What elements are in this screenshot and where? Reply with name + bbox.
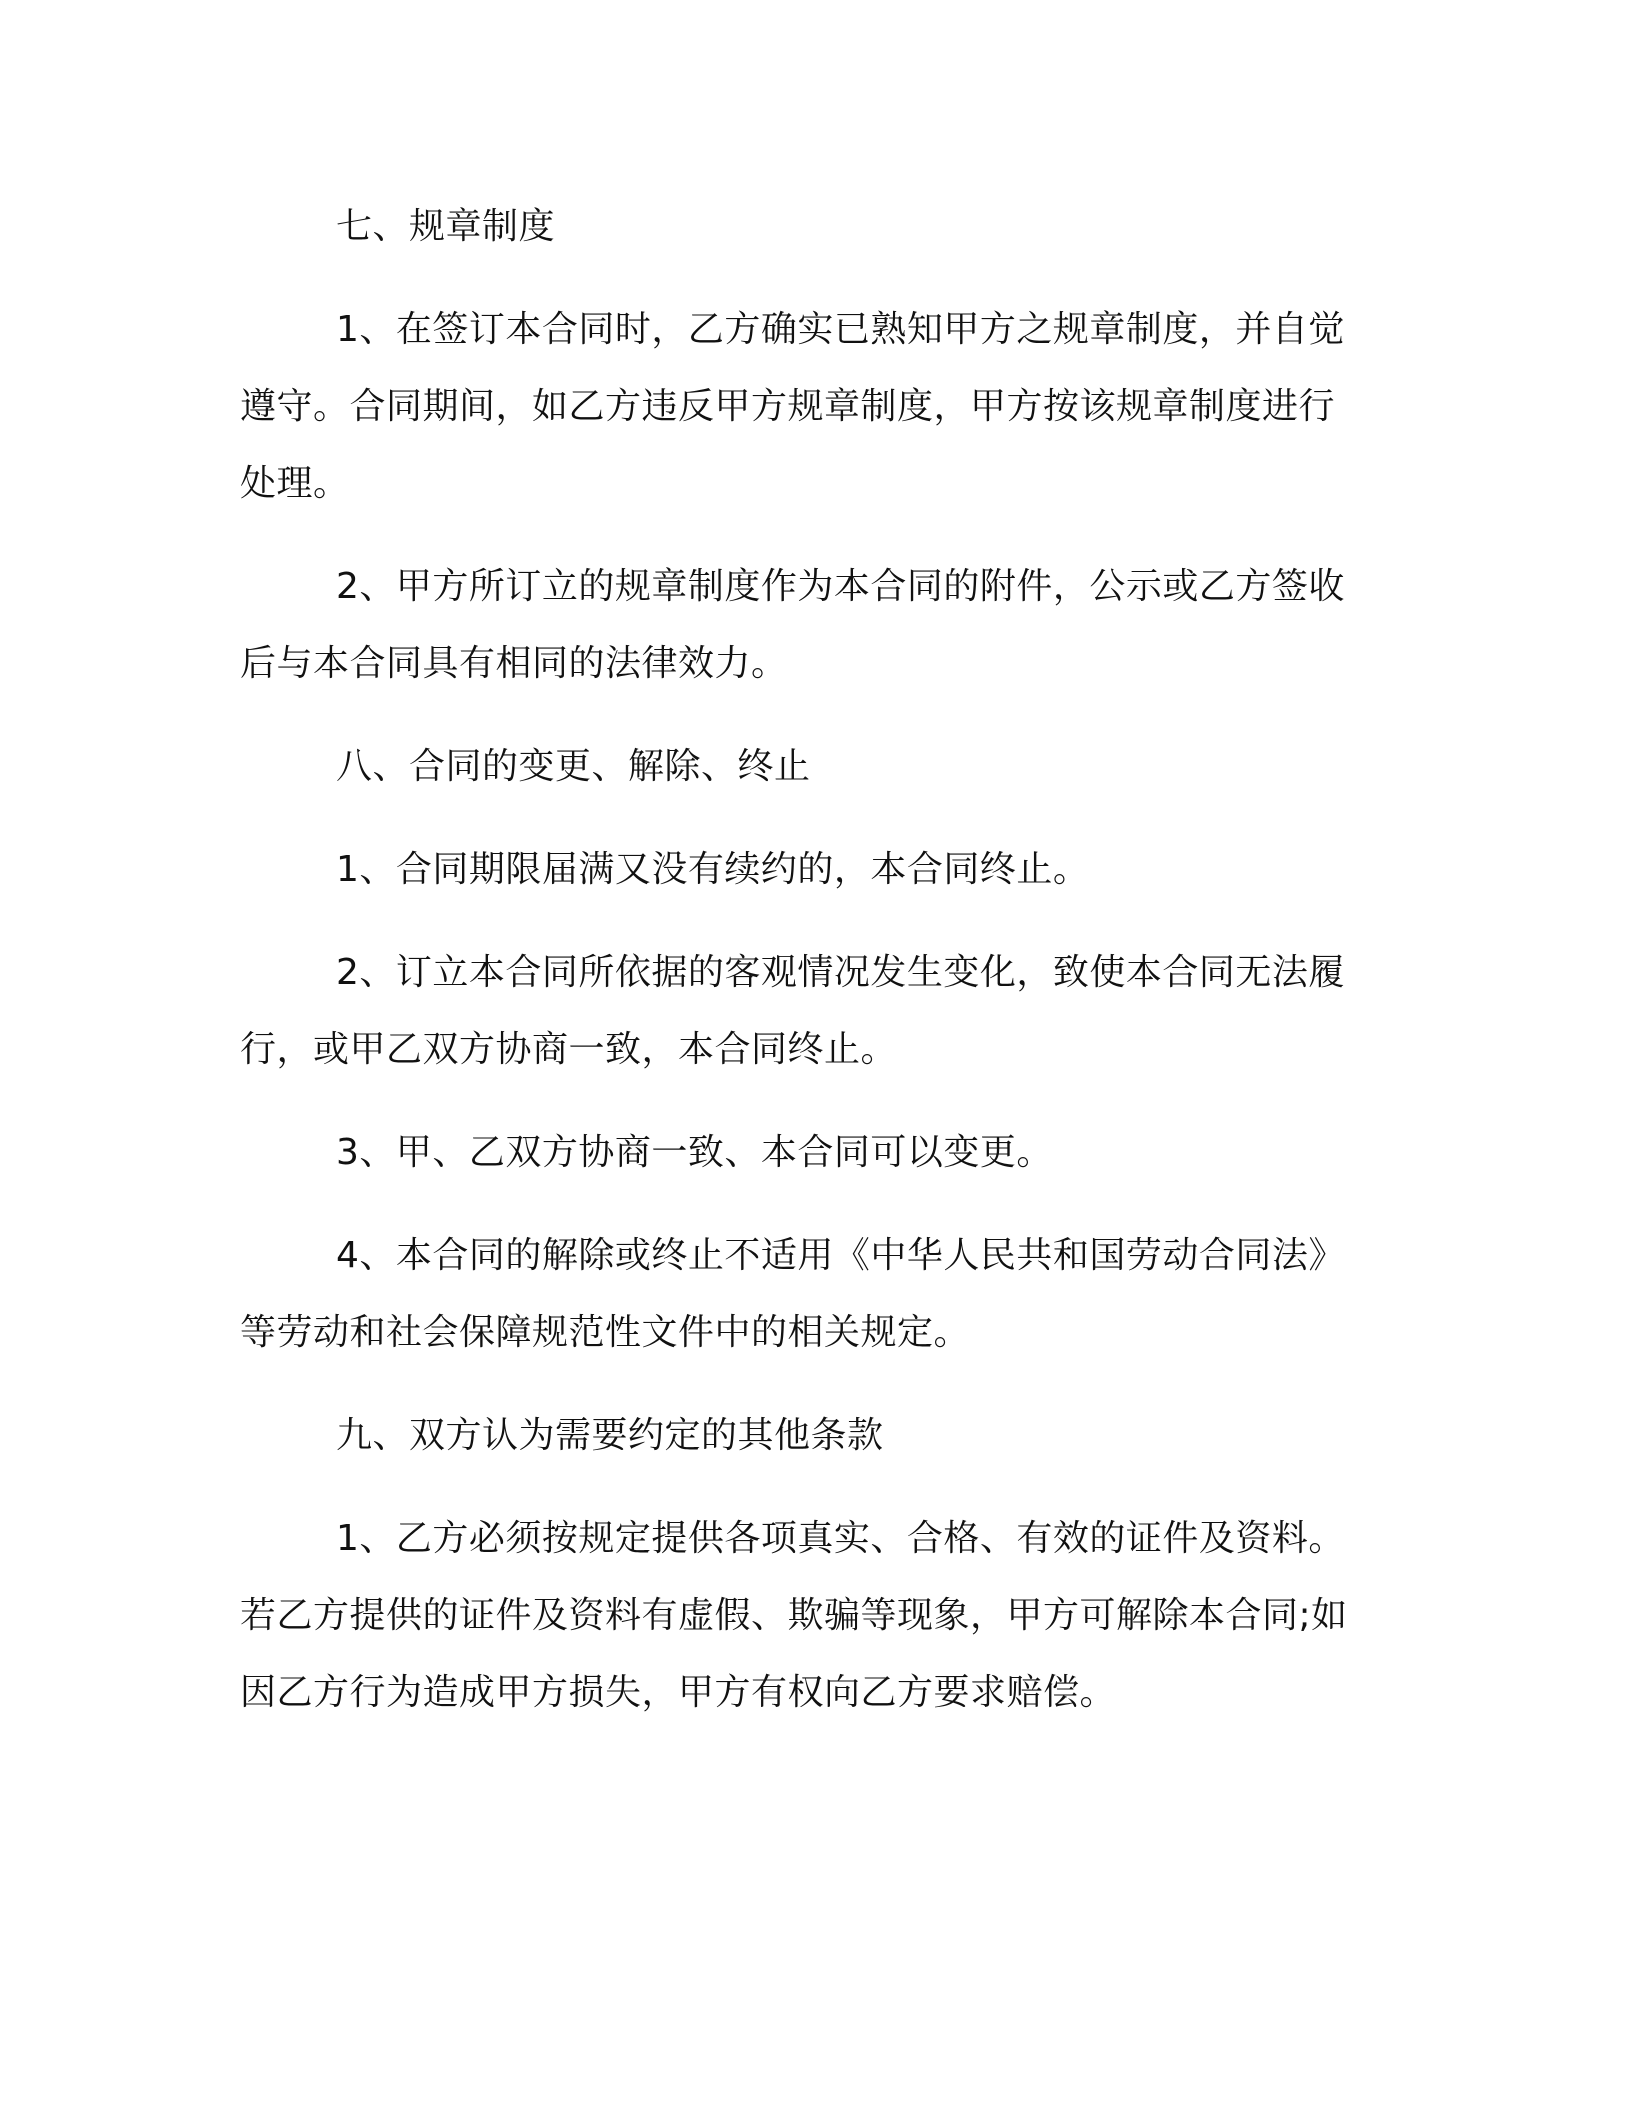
section-8-paragraph-4: 4、本合同的解除或终止不适用《中华人民共和国劳动合同法》等劳动和社会保障规范性文件中的相关规定。 — [240, 1235, 1345, 1353]
section-8-paragraph-2: 2、订立本合同所依据的客观情况发生变化，致使本合同无法履行，或甲乙双方协商一致，本合同终止。 — [240, 952, 1345, 1070]
section-8-paragraph-1: 1、合同期限届满又没有续约的，本合同终止。 — [336, 849, 1090, 890]
section-heading-7: 七、规章制度 — [336, 206, 556, 247]
section-7-paragraph-2: 2、甲方所订立的规章制度作为本合同的附件，公示或乙方签收后与本合同具有相同的法律效力。 — [240, 566, 1345, 684]
document-page — [240, 188, 1370, 1757]
section-8-paragraph-3: 3、甲、乙双方协商一致、本合同可以变更。 — [336, 1132, 1053, 1173]
section-7-paragraph-1: 1、在签订本合同时，乙方确实已熟知甲方之规章制度，并自觉遵守。合同期间，如乙方违反甲方规章制度，甲方按该规章制度进行处理。 — [240, 309, 1345, 504]
section-9-paragraph-1: 1、乙方必须按规定提供各项真实、合格、有效的证件及资料。若乙方提供的证件及资料有虚假、欺骗等现象，甲方可解除本合同;如因乙方行为造成甲方损失，甲方有权向乙方要求赔偿。 — [240, 1518, 1348, 1713]
section-heading-8: 八、合同的变更、解除、终止 — [336, 746, 811, 787]
section-heading-9: 九、双方认为需要约定的其他条款 — [336, 1415, 884, 1456]
